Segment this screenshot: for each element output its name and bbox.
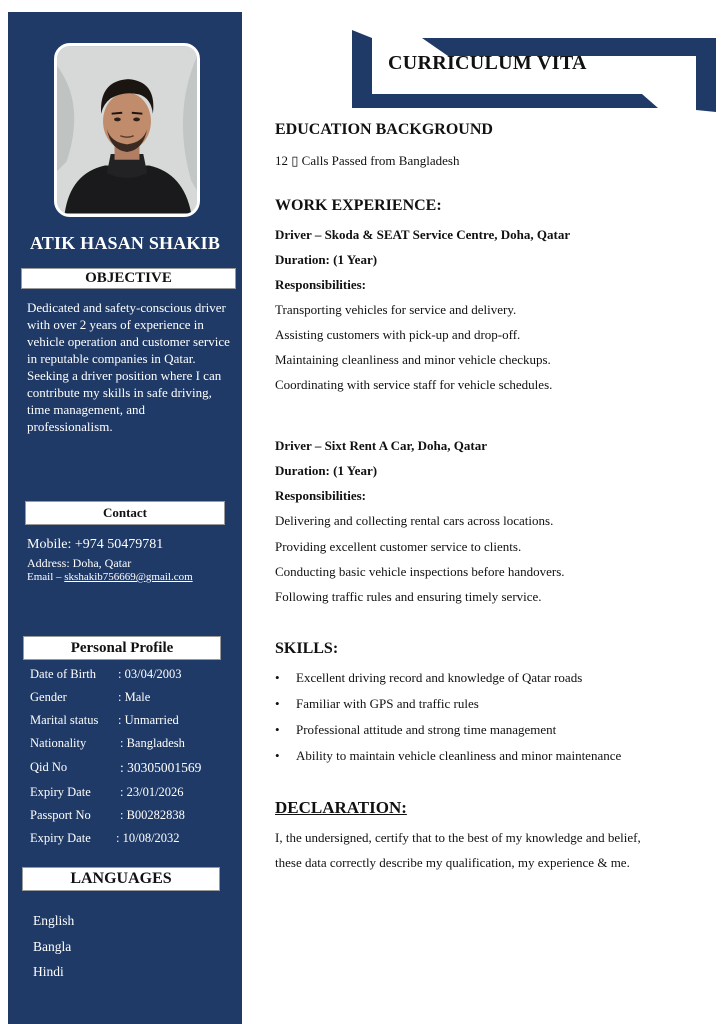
declaration-line: these data correctly describe my qualification, my experience & me. bbox=[275, 855, 630, 870]
profile-label: Expiry Date bbox=[30, 831, 91, 845]
address: Address: Doha, Qatar bbox=[27, 556, 132, 570]
profile-label: Passport No bbox=[30, 808, 91, 822]
profile-value: : 03/04/2003 bbox=[118, 667, 182, 681]
objective-text: Dedicated and safety-conscious driver with over 2 years of experience in vehicle operation and customer service in reputable companies in Qatar. Seeking a driver position where I can contribute my skills in safe driving, time management, and professionalism. bbox=[27, 300, 230, 434]
language-item: English bbox=[33, 913, 75, 928]
job-responsibility: Providing excellent customer service to clients. bbox=[275, 539, 522, 554]
job-duration: Duration: (1 Year) bbox=[275, 463, 378, 478]
language-item: Hindi bbox=[33, 964, 64, 979]
profile-value: : Unmarried bbox=[118, 713, 179, 727]
profile-photo bbox=[54, 43, 200, 217]
skill-text: Professional attitude and strong time management bbox=[296, 722, 557, 737]
declaration-line: I, the undersigned, certify that to the best of my knowledge and belief, bbox=[275, 830, 641, 845]
personal-profile-heading: Personal Profile bbox=[23, 636, 221, 660]
language-item: Bangla bbox=[33, 938, 72, 954]
languages-list bbox=[33, 912, 74, 989]
email-prefix: Email – bbox=[27, 571, 65, 583]
job-responsibilities-label: Responsibilities: bbox=[275, 277, 367, 292]
profile-value: : Male bbox=[118, 690, 151, 704]
contact-heading: Contact bbox=[25, 501, 225, 525]
job-responsibility: Transporting vehicles for service and delivery. bbox=[275, 302, 517, 317]
mobile-number: Mobile: +974 50479781 bbox=[27, 537, 164, 552]
bullet-icon: • bbox=[275, 722, 280, 737]
work-heading: WORK EXPERIENCE: bbox=[275, 197, 442, 214]
email-line bbox=[27, 571, 193, 583]
education-line: 12 ▯ Calls Passed from Bangladesh bbox=[275, 153, 460, 168]
job-responsibility: Coordinating with service staff for vehicle schedules. bbox=[275, 377, 553, 392]
job-responsibilities-label: Responsibilities: bbox=[275, 488, 367, 503]
languages-heading: LANGUAGES bbox=[22, 867, 220, 891]
job-responsibility: Conducting basic vehicle inspections before handovers. bbox=[275, 564, 565, 579]
job-responsibility: Assisting customers with pick-up and drop-off. bbox=[275, 327, 521, 342]
bullet-icon: • bbox=[275, 748, 280, 763]
profile-label: Expiry Date bbox=[30, 785, 91, 799]
skills-heading: SKILLS: bbox=[275, 640, 339, 657]
job-duration: Duration: (1 Year) bbox=[275, 252, 378, 267]
job-responsibility: Following traffic rules and ensuring timely service. bbox=[275, 589, 542, 604]
job-title: Driver – Sixt Rent A Car, Doha, Qatar bbox=[275, 438, 487, 453]
profile-label: Nationality bbox=[30, 736, 87, 750]
profile-value: : 10/08/2032 bbox=[116, 831, 180, 845]
profile-label: Gender bbox=[30, 690, 67, 704]
objective-heading: OBJECTIVE bbox=[21, 268, 236, 289]
skill-text: Familiar with GPS and traffic rules bbox=[296, 696, 479, 711]
education-heading: EDUCATION BACKGROUND bbox=[275, 121, 493, 138]
sidebar bbox=[8, 12, 242, 1024]
email-link[interactable]: skshakib756669@gmail.com bbox=[64, 571, 193, 583]
page-title: CURRICULUM VITA bbox=[388, 52, 587, 74]
job-title: Driver – Skoda & SEAT Service Centre, Doha, Qatar bbox=[275, 227, 571, 242]
declaration-heading: DECLARATION: bbox=[275, 798, 407, 817]
skill-text: Excellent driving record and knowledge of Qatar roads bbox=[296, 670, 583, 685]
bullet-icon: • bbox=[275, 696, 280, 711]
profile-value: : 23/01/2026 bbox=[120, 785, 184, 799]
profile-value: : Bangladesh bbox=[120, 736, 185, 750]
bullet-icon: • bbox=[275, 670, 280, 685]
candidate-name: ATIK HASAN SHAKIB bbox=[29, 233, 221, 253]
profile-value: : B00282838 bbox=[120, 808, 185, 822]
profile-value: : 30305001569 bbox=[120, 760, 202, 775]
profile-label: Marital status bbox=[30, 713, 99, 727]
job-responsibility: Delivering and collecting rental cars across locations. bbox=[275, 513, 554, 528]
profile-label: Date of Birth bbox=[30, 667, 96, 681]
job-responsibility: Maintaining cleanliness and minor vehicle checkups. bbox=[275, 352, 551, 367]
profile-label: Qid No bbox=[30, 760, 68, 774]
skill-text: Ability to maintain vehicle cleanliness and minor maintenance bbox=[296, 748, 622, 763]
